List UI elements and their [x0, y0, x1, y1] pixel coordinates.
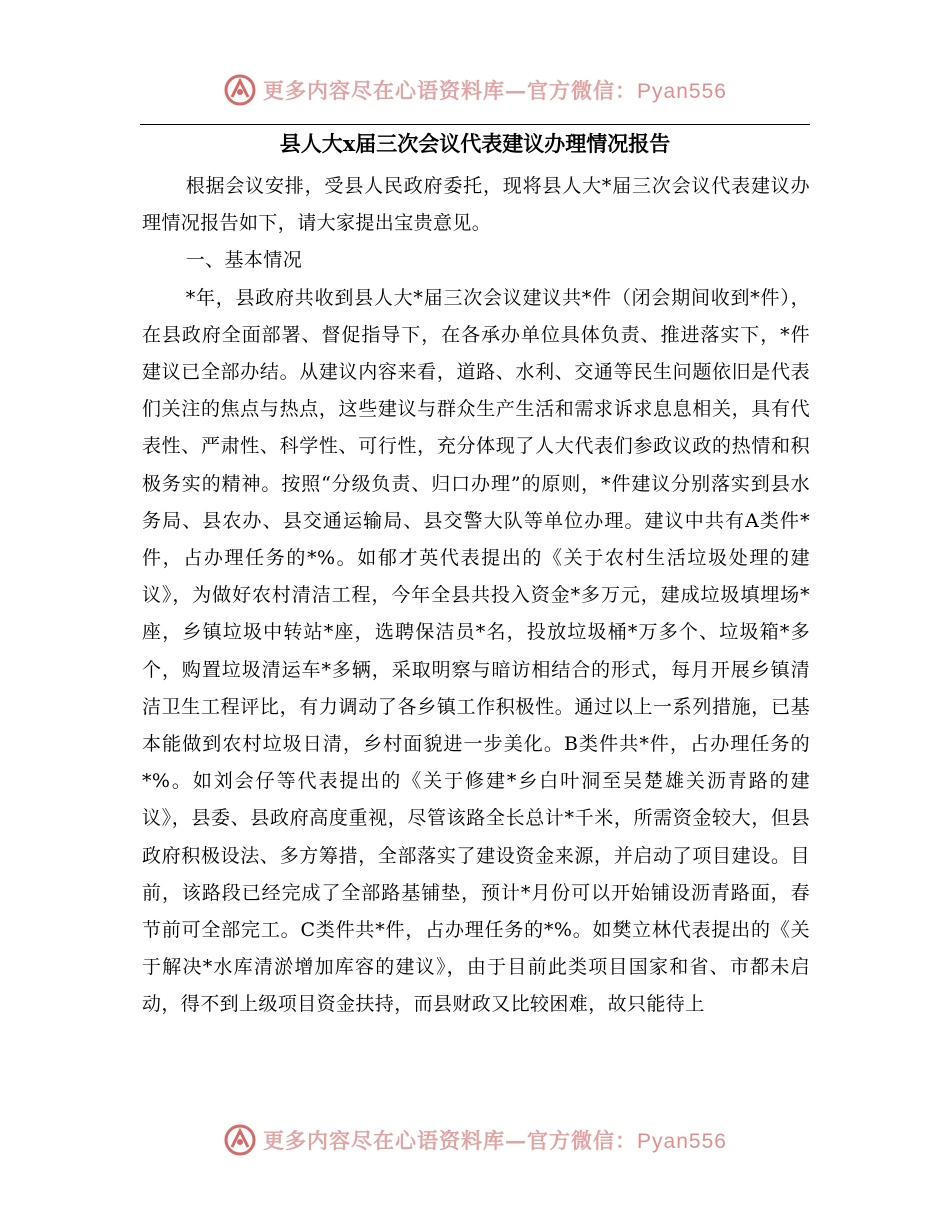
section-heading: 一、基本情况 — [185, 249, 303, 272]
watermark-text: 更多内容尽在心语资料库—官方微信：Pyan556 — [263, 78, 727, 103]
header-rule — [140, 124, 810, 125]
paragraph-body: *年，县政府共收到县人大*届三次会议建议共*件（闭会期间收到*件），在县政府全面部署、督促指导下，在各承办单位具体负责、推进落实下，*件建议已全部办结。从建议内容来看，道路、水利、交通等民生问题依旧是代表们关注的焦点与热点，这些建议与群众生产生活和需求诉求息息相关，具有代表性、严肃性、科学性、可行性，充分体现了人大代表们参政议政的热情和积极务实的精神。按照“分级负责、归口办理”的原则，*件建议分别落实到县水务局、县农办、县交通运输局、县交警大队等单位办理。建议中共有A类件*件，占办理任务的*%。如郁才英代表提出的《关于农村生活垃圾处理的建议》，为做好农村清洁工程，今年全县共投入资金*多万元，建成垃圾填埋场*座，乡镇垃圾中转站*座，选聘保洁员*名，投放垃圾桶*万多个、垃圾箱*多个，购置垃圾清运车*多辆，采取明察与暗访相结合的形式，每月开展乡镇清洁卫生工程评比，有力调动了各乡镇工作积极性。通过以上一系列措施，已基本能做到农村垃圾日清，乡村面貌进一步美化。B类件共*件，占办理任务的*%。如刘会仔等代表提出的《关于修建*乡白叶洞至吴楚雄关沥青路的建议》，县委、县政府高度重视，尽管该路全长总计*千米，所需资金较大，但县政府积极设法、多方筹措，全部落实了建设资金来源，并启动了项目建设。目前，该路段已经完成了全部路基铺垫，预计*月份可以开始铺设沥青路面，春节前可全部完工。C类件共*件，占办理任务的*%。如樊立林代表提出的《关于解决*水库清淤增加库容的建议》，由于目前此类项目国家和省、市都未启动，得不到上级项目资金扶持，而县财政又比较困难，故只能待上 — [142, 286, 810, 1016]
document-title: 县人大x届三次会议代表建议办理情况报告 — [279, 131, 671, 156]
watermark-logo-icon — [223, 73, 257, 107]
document-body — [142, 168, 810, 1024]
watermark-footer — [0, 1120, 950, 1160]
watermark-text: 更多内容尽在心语资料库—官方微信：Pyan556 — [263, 1128, 727, 1153]
paragraph-intro: 根据会议安排，受县人民政府委托，现将县人大*届三次会议代表建议办理情况报告如下，请大家提出宝贵意见。 — [142, 175, 810, 235]
watermark-logo-icon — [223, 1123, 257, 1157]
watermark-header — [0, 70, 950, 110]
